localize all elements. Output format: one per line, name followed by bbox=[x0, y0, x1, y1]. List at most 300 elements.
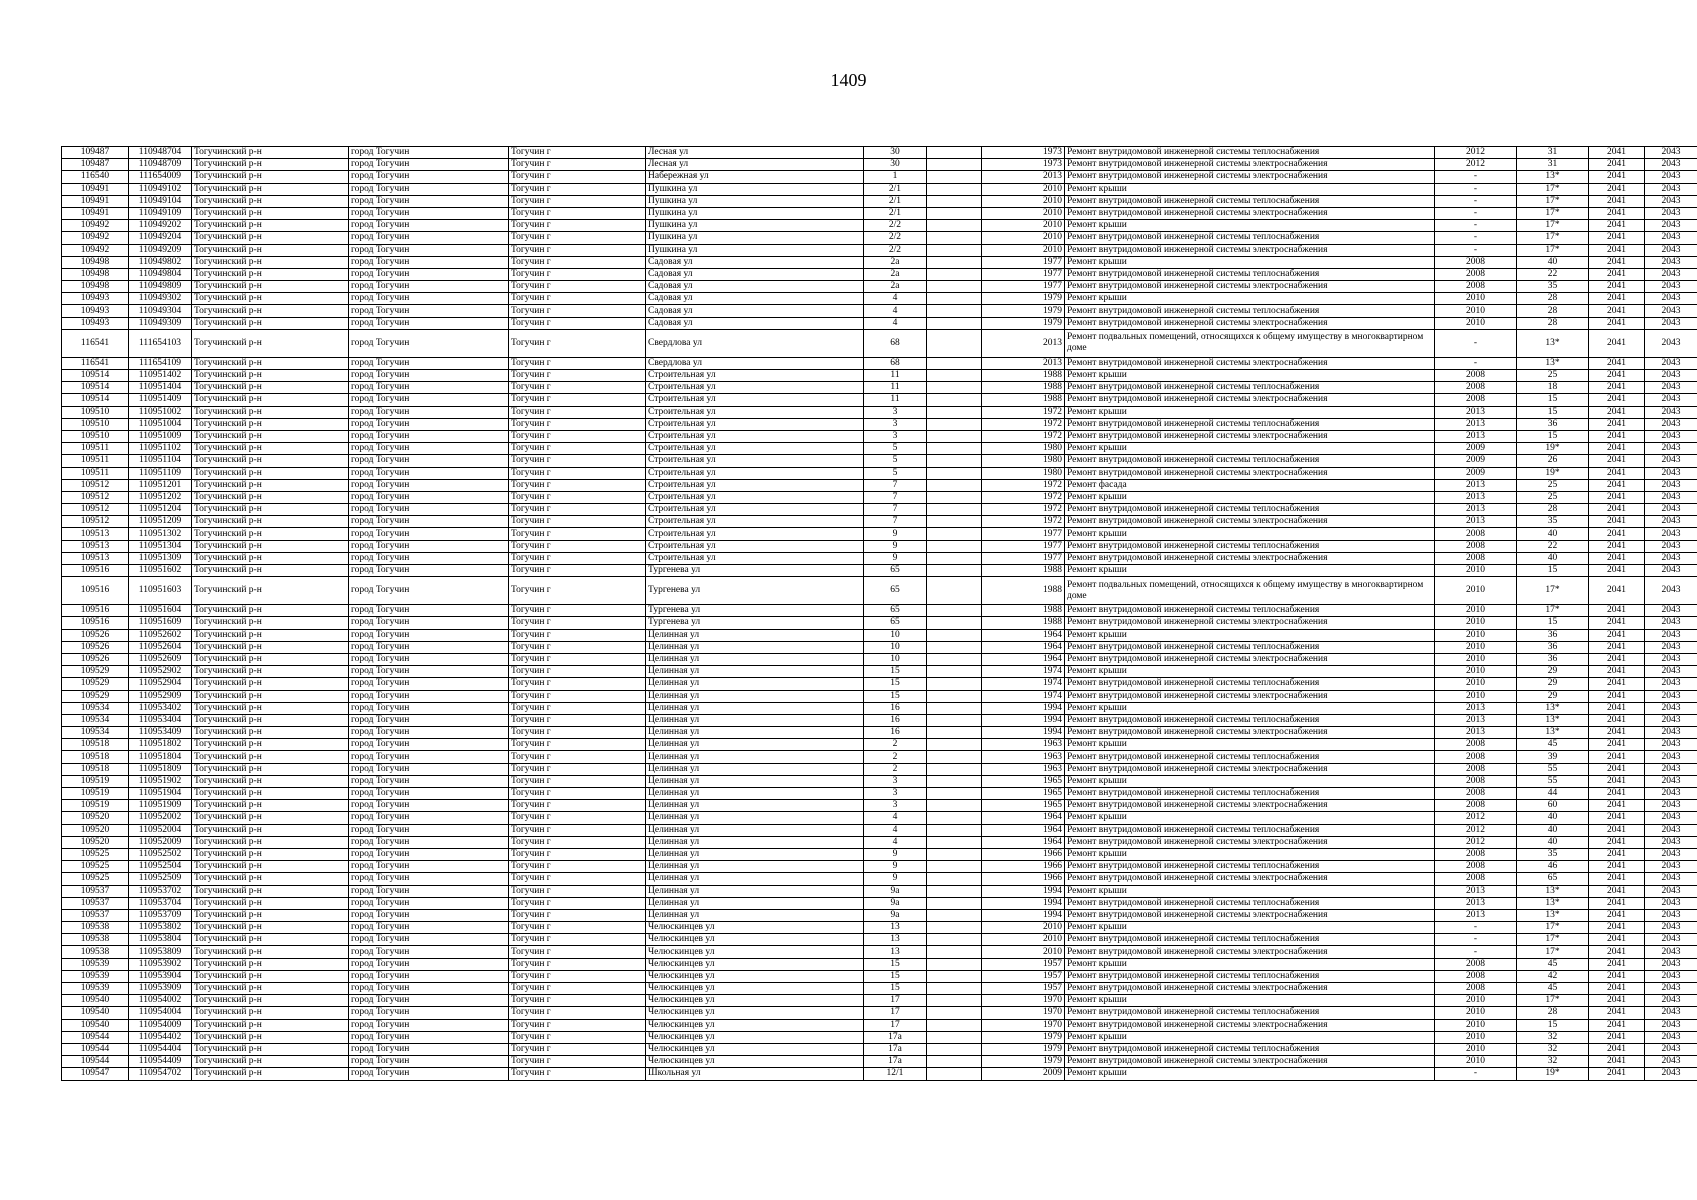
cell-settlement: Тогучин г bbox=[509, 244, 646, 256]
cell-district: Тогучинский р-н bbox=[192, 406, 349, 418]
cell-plan-end-year: 2043 bbox=[1645, 577, 1697, 605]
table-row bbox=[62, 329, 1697, 357]
cell-street: Целинная ул bbox=[646, 800, 864, 812]
cell-wear-percent: 13* bbox=[1517, 714, 1589, 726]
cell-municipality: город Тогучин bbox=[349, 739, 509, 751]
table-row bbox=[62, 1031, 1697, 1043]
cell-record-id: 110951609 bbox=[129, 617, 192, 629]
cell-plan-end-year: 2043 bbox=[1645, 244, 1697, 256]
cell-year-built: 1963 bbox=[982, 751, 1065, 763]
cell-house-number: 2/1 bbox=[864, 207, 927, 219]
cell-work-type: Ремонт крыши bbox=[1065, 1031, 1435, 1043]
cell-year-built: 1965 bbox=[982, 788, 1065, 800]
cell-municipality: город Тогучин bbox=[349, 317, 509, 329]
cell-settlement: Тогучин г bbox=[509, 970, 646, 982]
cell-building bbox=[927, 147, 982, 159]
cell-record-id: 110949109 bbox=[129, 207, 192, 219]
cell-house-number: 2/2 bbox=[864, 244, 927, 256]
cell-house-id: 109493 bbox=[62, 305, 129, 317]
cell-wear-percent: 15 bbox=[1517, 565, 1589, 577]
cell-record-id: 110952909 bbox=[129, 690, 192, 702]
cell-settlement: Тогучин г bbox=[509, 995, 646, 1007]
cell-street: Тургенева ул bbox=[646, 577, 864, 605]
table-row bbox=[62, 702, 1697, 714]
cell-street: Лесная ул bbox=[646, 159, 864, 171]
cell-record-id: 110949102 bbox=[129, 183, 192, 195]
cell-building bbox=[927, 812, 982, 824]
cell-municipality: город Тогучин bbox=[349, 1031, 509, 1043]
cell-house-id: 109516 bbox=[62, 605, 129, 617]
cell-year-built: 1957 bbox=[982, 983, 1065, 995]
cell-settlement: Тогучин г bbox=[509, 317, 646, 329]
cell-municipality: город Тогучин bbox=[349, 763, 509, 775]
cell-municipality: город Тогучин bbox=[349, 394, 509, 406]
cell-building bbox=[927, 641, 982, 653]
cell-house-number: 7 bbox=[864, 504, 927, 516]
cell-wear-percent: 28 bbox=[1517, 1007, 1589, 1019]
cell-district: Тогучинский р-н bbox=[192, 970, 349, 982]
cell-house-number: 68 bbox=[864, 357, 927, 369]
cell-settlement: Тогучин г bbox=[509, 983, 646, 995]
cell-record-id: 110951909 bbox=[129, 800, 192, 812]
cell-last-repair-year: - bbox=[1435, 220, 1517, 232]
cell-municipality: город Тогучин bbox=[349, 983, 509, 995]
cell-municipality: город Тогучин bbox=[349, 244, 509, 256]
cell-work-type: Ремонт крыши bbox=[1065, 528, 1435, 540]
cell-district: Тогучинский р-н bbox=[192, 528, 349, 540]
cell-plan-end-year: 2043 bbox=[1645, 528, 1697, 540]
cell-building bbox=[927, 244, 982, 256]
cell-house-id: 109514 bbox=[62, 394, 129, 406]
cell-plan-end-year: 2043 bbox=[1645, 256, 1697, 268]
table-row bbox=[62, 418, 1697, 430]
cell-wear-percent: 26 bbox=[1517, 455, 1589, 467]
cell-district: Тогучинский р-н bbox=[192, 455, 349, 467]
cell-settlement: Тогучин г bbox=[509, 232, 646, 244]
cell-house-id: 109540 bbox=[62, 995, 129, 1007]
cell-municipality: город Тогучин bbox=[349, 430, 509, 442]
cell-year-built: 1964 bbox=[982, 629, 1065, 641]
cell-municipality: город Тогучин bbox=[349, 775, 509, 787]
cell-plan-end-year: 2043 bbox=[1645, 281, 1697, 293]
cell-district: Тогучинский р-н bbox=[192, 861, 349, 873]
cell-last-repair-year: 2008 bbox=[1435, 268, 1517, 280]
cell-district: Тогучинский р-н bbox=[192, 751, 349, 763]
cell-street: Садовая ул bbox=[646, 305, 864, 317]
cell-settlement: Тогучин г bbox=[509, 256, 646, 268]
cell-settlement: Тогучин г bbox=[509, 357, 646, 369]
table-row bbox=[62, 605, 1697, 617]
cell-plan-start-year: 2041 bbox=[1589, 983, 1645, 995]
cell-building bbox=[927, 552, 982, 564]
cell-record-id: 110948709 bbox=[129, 159, 192, 171]
cell-house-id: 109520 bbox=[62, 824, 129, 836]
cell-plan-end-year: 2043 bbox=[1645, 995, 1697, 1007]
cell-plan-start-year: 2041 bbox=[1589, 605, 1645, 617]
cell-plan-end-year: 2043 bbox=[1645, 479, 1697, 491]
cell-municipality: город Тогучин bbox=[349, 970, 509, 982]
cell-house-id: 109539 bbox=[62, 958, 129, 970]
cell-district: Тогучинский р-н bbox=[192, 1056, 349, 1068]
cell-house-id: 109512 bbox=[62, 491, 129, 503]
cell-year-built: 1966 bbox=[982, 848, 1065, 860]
cell-year-built: 1994 bbox=[982, 885, 1065, 897]
cell-work-type: Ремонт внутридомовой инженерной системы теплоснабжения bbox=[1065, 678, 1435, 690]
cell-district: Тогучинский р-н bbox=[192, 727, 349, 739]
cell-plan-start-year: 2041 bbox=[1589, 479, 1645, 491]
cell-wear-percent: 15 bbox=[1517, 1019, 1589, 1031]
cell-year-built: 1970 bbox=[982, 1019, 1065, 1031]
cell-settlement: Тогучин г bbox=[509, 207, 646, 219]
cell-house-id: 109526 bbox=[62, 641, 129, 653]
cell-wear-percent: 36 bbox=[1517, 418, 1589, 430]
cell-plan-start-year: 2041 bbox=[1589, 1043, 1645, 1055]
cell-house-id: 109540 bbox=[62, 1019, 129, 1031]
cell-record-id: 110952902 bbox=[129, 666, 192, 678]
cell-district: Тогучинский р-н bbox=[192, 788, 349, 800]
cell-plan-start-year: 2041 bbox=[1589, 430, 1645, 442]
cell-plan-start-year: 2041 bbox=[1589, 800, 1645, 812]
cell-building bbox=[927, 281, 982, 293]
cell-house-id: 109525 bbox=[62, 861, 129, 873]
cell-record-id: 110949104 bbox=[129, 195, 192, 207]
cell-plan-start-year: 2041 bbox=[1589, 836, 1645, 848]
cell-street: Челюскинцев ул bbox=[646, 922, 864, 934]
cell-plan-start-year: 2041 bbox=[1589, 666, 1645, 678]
cell-plan-end-year: 2043 bbox=[1645, 934, 1697, 946]
cell-plan-start-year: 2041 bbox=[1589, 727, 1645, 739]
cell-house-number: 7 bbox=[864, 491, 927, 503]
cell-record-id: 110951209 bbox=[129, 516, 192, 528]
cell-house-number: 2/1 bbox=[864, 183, 927, 195]
cell-district: Тогучинский р-н bbox=[192, 629, 349, 641]
cell-plan-start-year: 2041 bbox=[1589, 220, 1645, 232]
cell-wear-percent: 15 bbox=[1517, 430, 1589, 442]
cell-year-built: 1973 bbox=[982, 147, 1065, 159]
cell-work-type: Ремонт подвальных помещений, относящихся к общему имуществу в многоквартирном доме bbox=[1065, 577, 1435, 605]
cell-record-id: 110948704 bbox=[129, 147, 192, 159]
cell-district: Тогучинский р-н bbox=[192, 195, 349, 207]
cell-wear-percent: 31 bbox=[1517, 147, 1589, 159]
cell-municipality: город Тогучин bbox=[349, 528, 509, 540]
cell-house-id: 109487 bbox=[62, 159, 129, 171]
cell-plan-start-year: 2041 bbox=[1589, 370, 1645, 382]
cell-district: Тогучинский р-н bbox=[192, 873, 349, 885]
cell-street: Целинная ул bbox=[646, 739, 864, 751]
cell-year-built: 1972 bbox=[982, 516, 1065, 528]
cell-plan-end-year: 2043 bbox=[1645, 909, 1697, 921]
cell-year-built: 1965 bbox=[982, 800, 1065, 812]
cell-municipality: город Тогучин bbox=[349, 455, 509, 467]
cell-building bbox=[927, 690, 982, 702]
cell-settlement: Тогучин г bbox=[509, 885, 646, 897]
cell-plan-end-year: 2043 bbox=[1645, 812, 1697, 824]
table-row bbox=[62, 812, 1697, 824]
cell-record-id: 110951202 bbox=[129, 491, 192, 503]
cell-building bbox=[927, 1043, 982, 1055]
table-row bbox=[62, 516, 1697, 528]
cell-settlement: Тогучин г bbox=[509, 281, 646, 293]
cell-plan-start-year: 2041 bbox=[1589, 467, 1645, 479]
cell-house-id: 109511 bbox=[62, 455, 129, 467]
cell-street: Целинная ул bbox=[646, 653, 864, 665]
cell-last-repair-year: 2008 bbox=[1435, 983, 1517, 995]
cell-building bbox=[927, 268, 982, 280]
cell-settlement: Тогучин г bbox=[509, 946, 646, 958]
cell-district: Тогучинский р-н bbox=[192, 159, 349, 171]
cell-house-id: 109512 bbox=[62, 516, 129, 528]
cell-record-id: 110952504 bbox=[129, 861, 192, 873]
cell-plan-start-year: 2041 bbox=[1589, 958, 1645, 970]
cell-district: Тогучинский р-н bbox=[192, 305, 349, 317]
cell-plan-end-year: 2043 bbox=[1645, 958, 1697, 970]
cell-last-repair-year: 2009 bbox=[1435, 443, 1517, 455]
cell-year-built: 2010 bbox=[982, 195, 1065, 207]
cell-plan-end-year: 2043 bbox=[1645, 565, 1697, 577]
cell-settlement: Тогучин г bbox=[509, 394, 646, 406]
cell-wear-percent: 29 bbox=[1517, 666, 1589, 678]
cell-district: Тогучинский р-н bbox=[192, 702, 349, 714]
cell-settlement: Тогучин г bbox=[509, 382, 646, 394]
cell-house-id: 109513 bbox=[62, 540, 129, 552]
cell-street: Челюскинцев ул bbox=[646, 995, 864, 1007]
cell-municipality: город Тогучин bbox=[349, 800, 509, 812]
cell-house-number: 2 bbox=[864, 751, 927, 763]
cell-last-repair-year: 2010 bbox=[1435, 1031, 1517, 1043]
cell-settlement: Тогучин г bbox=[509, 666, 646, 678]
cell-record-id: 110951904 bbox=[129, 788, 192, 800]
cell-work-type: Ремонт внутридомовой инженерной системы электроснабжения bbox=[1065, 516, 1435, 528]
cell-street: Челюскинцев ул bbox=[646, 1043, 864, 1055]
cell-district: Тогучинский р-н bbox=[192, 995, 349, 1007]
cell-record-id: 110951404 bbox=[129, 382, 192, 394]
cell-plan-end-year: 2043 bbox=[1645, 370, 1697, 382]
cell-work-type: Ремонт крыши bbox=[1065, 256, 1435, 268]
cell-house-number: 2а bbox=[864, 256, 927, 268]
cell-record-id: 110953404 bbox=[129, 714, 192, 726]
cell-year-built: 1980 bbox=[982, 467, 1065, 479]
cell-record-id: 111654109 bbox=[129, 357, 192, 369]
cell-plan-start-year: 2041 bbox=[1589, 232, 1645, 244]
cell-wear-percent: 19* bbox=[1517, 1068, 1589, 1080]
cell-work-type: Ремонт крыши bbox=[1065, 370, 1435, 382]
cell-year-built: 1979 bbox=[982, 1056, 1065, 1068]
cell-record-id: 110952604 bbox=[129, 641, 192, 653]
cell-work-type: Ремонт крыши bbox=[1065, 491, 1435, 503]
cell-work-type: Ремонт внутридомовой инженерной системы теплоснабжения bbox=[1065, 455, 1435, 467]
cell-municipality: город Тогучин bbox=[349, 516, 509, 528]
cell-house-id: 109493 bbox=[62, 293, 129, 305]
cell-year-built: 1970 bbox=[982, 995, 1065, 1007]
cell-work-type: Ремонт крыши bbox=[1065, 958, 1435, 970]
cell-building bbox=[927, 897, 982, 909]
cell-building bbox=[927, 443, 982, 455]
cell-municipality: город Тогучин bbox=[349, 836, 509, 848]
cell-record-id: 110954004 bbox=[129, 1007, 192, 1019]
table-row bbox=[62, 922, 1697, 934]
cell-work-type: Ремонт внутридомовой инженерной системы теплоснабжения bbox=[1065, 504, 1435, 516]
cell-municipality: город Тогучин bbox=[349, 305, 509, 317]
cell-house-number: 2 bbox=[864, 763, 927, 775]
cell-work-type: Ремонт внутридомовой инженерной системы теплоснабжения bbox=[1065, 305, 1435, 317]
table-row bbox=[62, 406, 1697, 418]
cell-last-repair-year: 2008 bbox=[1435, 763, 1517, 775]
cell-record-id: 110952002 bbox=[129, 812, 192, 824]
cell-settlement: Тогучин г bbox=[509, 406, 646, 418]
cell-house-id: 109511 bbox=[62, 443, 129, 455]
cell-plan-end-year: 2043 bbox=[1645, 1043, 1697, 1055]
cell-district: Тогучинский р-н bbox=[192, 382, 349, 394]
cell-district: Тогучинский р-н bbox=[192, 244, 349, 256]
cell-wear-percent: 42 bbox=[1517, 970, 1589, 982]
cell-work-type: Ремонт крыши bbox=[1065, 885, 1435, 897]
cell-district: Тогучинский р-н bbox=[192, 885, 349, 897]
cell-municipality: город Тогучин bbox=[349, 861, 509, 873]
cell-settlement: Тогучин г bbox=[509, 540, 646, 552]
cell-record-id: 111654103 bbox=[129, 329, 192, 357]
cell-work-type: Ремонт крыши bbox=[1065, 922, 1435, 934]
cell-municipality: город Тогучин bbox=[349, 727, 509, 739]
cell-house-id: 109491 bbox=[62, 183, 129, 195]
table-row bbox=[62, 629, 1697, 641]
cell-building bbox=[927, 824, 982, 836]
cell-last-repair-year: 2008 bbox=[1435, 528, 1517, 540]
cell-street: Строительная ул bbox=[646, 540, 864, 552]
cell-year-built: 1970 bbox=[982, 1007, 1065, 1019]
cell-municipality: город Тогучин bbox=[349, 958, 509, 970]
cell-district: Тогучинский р-н bbox=[192, 430, 349, 442]
cell-building bbox=[927, 357, 982, 369]
cell-building bbox=[927, 1019, 982, 1031]
cell-record-id: 110951604 bbox=[129, 605, 192, 617]
cell-record-id: 111654009 bbox=[129, 171, 192, 183]
cell-street: Строительная ул bbox=[646, 467, 864, 479]
cell-district: Тогучинский р-н bbox=[192, 370, 349, 382]
cell-year-built: 2010 bbox=[982, 207, 1065, 219]
cell-plan-start-year: 2041 bbox=[1589, 788, 1645, 800]
cell-record-id: 110951603 bbox=[129, 577, 192, 605]
cell-street: Строительная ул bbox=[646, 491, 864, 503]
cell-work-type: Ремонт внутридомовой инженерной системы электроснабжения bbox=[1065, 171, 1435, 183]
cell-work-type: Ремонт внутридомовой инженерной системы электроснабжения bbox=[1065, 207, 1435, 219]
cell-record-id: 110951102 bbox=[129, 443, 192, 455]
cell-district: Тогучинский р-н bbox=[192, 653, 349, 665]
cell-work-type: Ремонт внутридомовой инженерной системы электроснабжения bbox=[1065, 727, 1435, 739]
cell-last-repair-year: 2013 bbox=[1435, 909, 1517, 921]
cell-plan-end-year: 2043 bbox=[1645, 504, 1697, 516]
cell-work-type: Ремонт крыши bbox=[1065, 702, 1435, 714]
cell-municipality: город Тогучин bbox=[349, 714, 509, 726]
cell-wear-percent: 28 bbox=[1517, 317, 1589, 329]
cell-wear-percent: 40 bbox=[1517, 824, 1589, 836]
cell-house-id: 109518 bbox=[62, 763, 129, 775]
cell-settlement: Тогучин г bbox=[509, 1068, 646, 1080]
cell-house-id: 109498 bbox=[62, 281, 129, 293]
cell-plan-end-year: 2043 bbox=[1645, 617, 1697, 629]
cell-settlement: Тогучин г bbox=[509, 467, 646, 479]
cell-plan-end-year: 2043 bbox=[1645, 552, 1697, 564]
table-row bbox=[62, 147, 1697, 159]
cell-municipality: город Тогучин bbox=[349, 443, 509, 455]
cell-district: Тогучинский р-н bbox=[192, 812, 349, 824]
cell-house-number: 9а bbox=[864, 909, 927, 921]
cell-work-type: Ремонт крыши bbox=[1065, 220, 1435, 232]
cell-district: Тогучинский р-н bbox=[192, 183, 349, 195]
cell-house-id: 116540 bbox=[62, 171, 129, 183]
cell-district: Тогучинский р-н bbox=[192, 207, 349, 219]
cell-house-id: 109534 bbox=[62, 714, 129, 726]
cell-street: Свердлова ул bbox=[646, 357, 864, 369]
table-row bbox=[62, 873, 1697, 885]
cell-building bbox=[927, 540, 982, 552]
cell-street: Тургенева ул bbox=[646, 617, 864, 629]
cell-building bbox=[927, 479, 982, 491]
cell-house-number: 5 bbox=[864, 443, 927, 455]
cell-last-repair-year: 2008 bbox=[1435, 370, 1517, 382]
cell-municipality: город Тогучин bbox=[349, 281, 509, 293]
cell-work-type: Ремонт внутридомовой инженерной системы теплоснабжения bbox=[1065, 714, 1435, 726]
cell-street: Тургенева ул bbox=[646, 605, 864, 617]
cell-street: Целинная ул bbox=[646, 812, 864, 824]
cell-house-number: 9 bbox=[864, 848, 927, 860]
cell-last-repair-year: - bbox=[1435, 207, 1517, 219]
table-row bbox=[62, 727, 1697, 739]
cell-street: Строительная ул bbox=[646, 528, 864, 540]
table-row bbox=[62, 479, 1697, 491]
cell-record-id: 110951402 bbox=[129, 370, 192, 382]
cell-last-repair-year: - bbox=[1435, 946, 1517, 958]
cell-wear-percent: 46 bbox=[1517, 861, 1589, 873]
cell-building bbox=[927, 565, 982, 577]
cell-house-id: 109493 bbox=[62, 317, 129, 329]
cell-municipality: город Тогучин bbox=[349, 666, 509, 678]
cell-work-type: Ремонт внутридомовой инженерной системы теплоснабжения bbox=[1065, 195, 1435, 207]
table-row bbox=[62, 788, 1697, 800]
cell-settlement: Тогучин г bbox=[509, 897, 646, 909]
cell-building bbox=[927, 666, 982, 678]
cell-building bbox=[927, 970, 982, 982]
cell-year-built: 1964 bbox=[982, 812, 1065, 824]
cell-last-repair-year: - bbox=[1435, 922, 1517, 934]
cell-house-number: 3 bbox=[864, 800, 927, 812]
cell-plan-start-year: 2041 bbox=[1589, 565, 1645, 577]
cell-building bbox=[927, 848, 982, 860]
table-row bbox=[62, 1019, 1697, 1031]
cell-record-id: 110949209 bbox=[129, 244, 192, 256]
cell-settlement: Тогучин г bbox=[509, 443, 646, 455]
cell-street: Строительная ул bbox=[646, 504, 864, 516]
cell-work-type: Ремонт внутридомовой инженерной системы теплоснабжения bbox=[1065, 232, 1435, 244]
cell-plan-start-year: 2041 bbox=[1589, 1068, 1645, 1080]
cell-building bbox=[927, 788, 982, 800]
cell-street: Челюскинцев ул bbox=[646, 970, 864, 982]
cell-wear-percent: 13* bbox=[1517, 171, 1589, 183]
cell-work-type: Ремонт крыши bbox=[1065, 739, 1435, 751]
cell-work-type: Ремонт внутридомовой инженерной системы электроснабжения bbox=[1065, 244, 1435, 256]
cell-street: Целинная ул bbox=[646, 836, 864, 848]
cell-work-type: Ремонт внутридомовой инженерной системы электроснабжения bbox=[1065, 983, 1435, 995]
cell-house-id: 109540 bbox=[62, 1007, 129, 1019]
cell-building bbox=[927, 406, 982, 418]
cell-municipality: город Тогучин bbox=[349, 1043, 509, 1055]
cell-municipality: город Тогучин bbox=[349, 1056, 509, 1068]
table-row bbox=[62, 467, 1697, 479]
cell-record-id: 110951004 bbox=[129, 418, 192, 430]
cell-record-id: 110954702 bbox=[129, 1068, 192, 1080]
cell-record-id: 110951304 bbox=[129, 540, 192, 552]
table-row bbox=[62, 382, 1697, 394]
table-row bbox=[62, 552, 1697, 564]
